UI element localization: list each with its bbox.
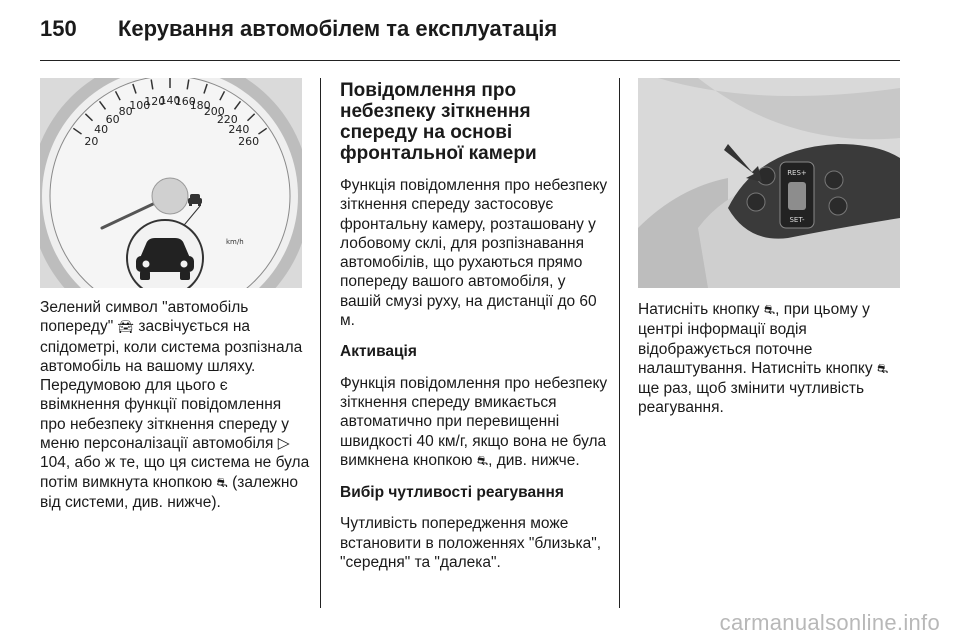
- speed-tick-label: 160: [174, 95, 196, 109]
- text-run: , при цьому у центрі інформації водія відображується поточне налаштування. Натисніть кнопку: [638, 301, 877, 377]
- sensitivity-paragraph: Чутливість попередження може встановити в положеннях "близька", "середня" та "далека".: [340, 515, 602, 572]
- subheading-activation: Активація: [340, 343, 417, 361]
- speedometer-illustration: [40, 78, 302, 288]
- column-divider: [320, 78, 321, 608]
- speed-tick-label: 220: [216, 112, 238, 126]
- car-ahead-large-icon: [127, 220, 203, 288]
- text-run: Натисніть кнопку: [638, 301, 764, 318]
- speed-tick-label: 180: [189, 98, 211, 112]
- column-divider: [619, 78, 620, 608]
- speed-tick-label: 260: [238, 134, 260, 148]
- speed-tick-label: 20: [84, 134, 99, 148]
- speed-tick-label: 100: [129, 98, 151, 112]
- right-column: [638, 300, 908, 430]
- steering-wheel-figure: [638, 78, 900, 288]
- page-ref-arrow-icon: ▷: [277, 435, 290, 453]
- alert-button-inline-icon: ⛐︎: [476, 453, 489, 469]
- text-run: ще раз, щоб змінити чутливість реагування.: [638, 380, 865, 417]
- alert-button-inline-icon: ⛐︎: [216, 475, 228, 491]
- text-run: Зелений символ "автомобіль попереду": [40, 299, 249, 336]
- speed-tick-label: 200: [203, 104, 225, 118]
- speed-tick-label: 140: [159, 94, 181, 107]
- car-ahead-inline-icon: 🚘︎: [117, 320, 135, 336]
- res-plus-button-label: RES+: [787, 169, 807, 177]
- speed-tick-label: 120: [144, 95, 166, 109]
- speed-tick-label: 40: [94, 123, 109, 137]
- left-column: [40, 298, 310, 524]
- text-run: Функція повідомлення про небезпеку зіткнення спереду вмикається автоматично при перевищенні швидкості 40 км/г, якщо вона не була вимкнена кнопкою: [340, 374, 608, 469]
- section-heading: Повідомлення про небезпеку зіткнення спереду на основі фронтальної камери: [340, 80, 537, 164]
- header-rule: [40, 60, 900, 61]
- text-run: засвічується на спідометрі, коли система розпізнала автомобіль на вашому шляху. Передумовою для цього є ввімкнення функції повідомлення про небезпеку зіткнення спереду у меню персоналізації автомобіля: [40, 318, 303, 453]
- subheading-sensitivity: Вибір чутливості реагування: [340, 484, 564, 502]
- speed-tick-label: 60: [105, 112, 120, 126]
- activation-paragraph: [340, 374, 608, 471]
- text-run: , див. нижче.: [488, 451, 580, 469]
- speed-tick-label: 80: [118, 104, 133, 118]
- text-run: (залежно від системи, див. нижче).: [40, 473, 299, 511]
- intro-paragraph: Функція повідомлення про небезпеку зіткнення спереду застосовує фронтальну камеру, розташовану у лобовому склі, для розпізнавання автомобілів, що рухаються прямо попереду вашого автомобіля, у вашій смузі руху, на дистанції до 60 м.: [340, 177, 608, 330]
- text-run: 104, або ж те, що ця система не була потім вимкнута кнопкою: [40, 454, 310, 491]
- alert-button-inline-icon: ⛐︎: [763, 303, 776, 318]
- left-paragraph: [40, 298, 310, 512]
- right-paragraph: [638, 300, 908, 418]
- page-title: Керування автомобілем та експлуатація: [118, 16, 558, 41]
- steering-wheel-illustration: [638, 78, 900, 288]
- page-number: 150: [40, 16, 77, 41]
- speed-unit-label: km/h: [226, 238, 244, 246]
- speedometer-figure: [40, 78, 302, 288]
- set-minus-button-label: SET-: [789, 216, 805, 224]
- alert-button-inline-icon: ⛐︎: [876, 361, 889, 377]
- middle-column: [340, 80, 608, 584]
- speed-tick-label: 240: [228, 123, 250, 137]
- page-header: [40, 14, 920, 54]
- watermark: carmanualsonline.info: [719, 610, 940, 635]
